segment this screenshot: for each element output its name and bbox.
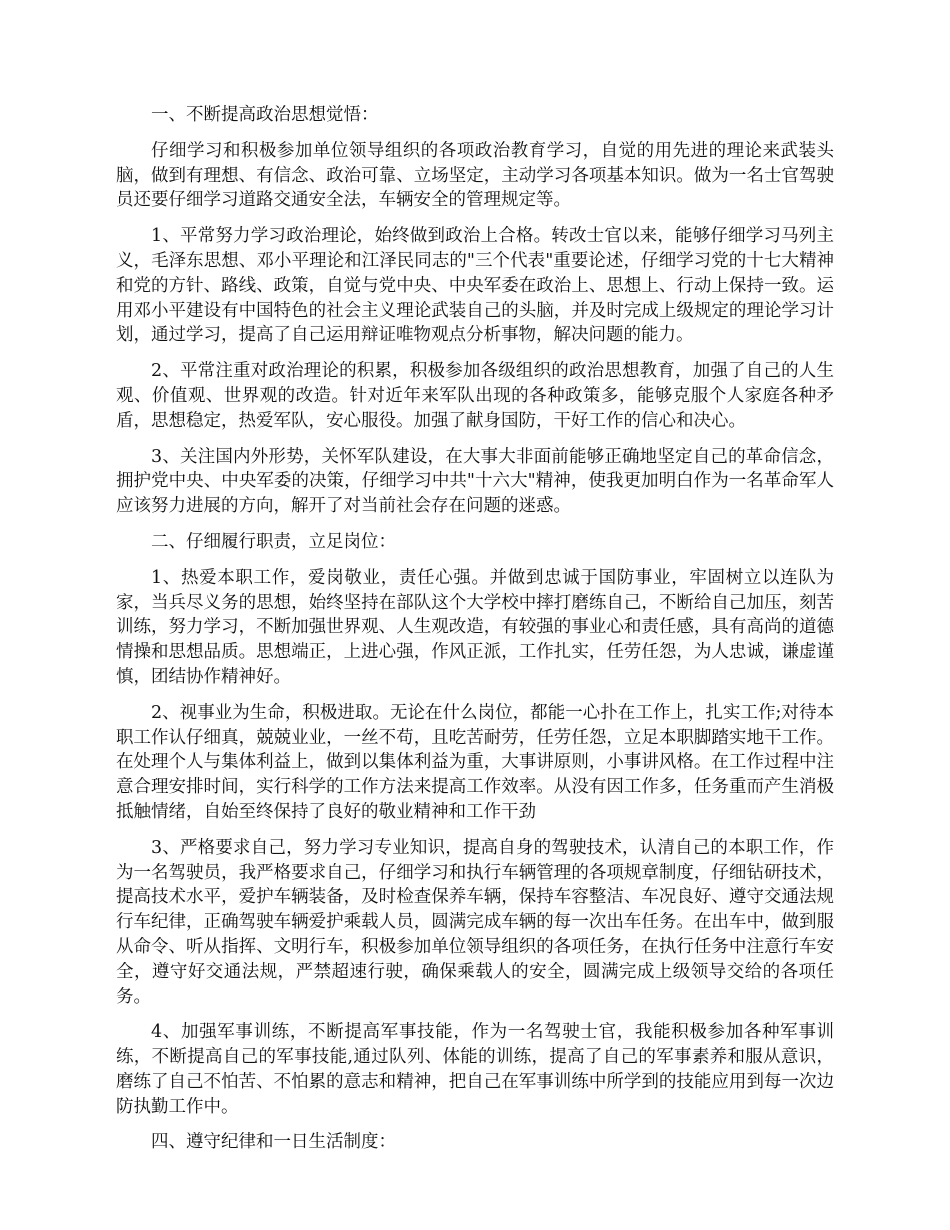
paragraph: 2、平常注重对政治理论的积累，积极参加各级组织的政治思想教育，加强了自己的人生观、价值观、世界观的改造。针对近年来军队出现的各种政策多，能够克服个人家庭各种矛盾，思想稳定，热爱军队，安心服役。加强了献身国防，干好工作的信心和决心。 <box>116 361 834 431</box>
paragraph: 4、加强军事训练，不断提高军事技能，作为一名驾驶士官，我能积极参加各种军事训练，不断提高自己的军事技能,通过队列、体能的训练，提高了自己的军事素养和服从意识，磨练了自己不怕苦、不怕累的意志和精神，把自己在军事训练中所学到的技能应用到每一次边防执勤工作中。 <box>116 1022 834 1117</box>
paragraph: 2、视事业为生命，积极进取。无论在什么岗位，都能一心扑在工作上，扎实工作;对待本职工作认仔细真，兢兢业业，一丝不苟，且吃苦耐劳，任劳任怨，立足本职脚踏实地干工作。在处理个人与集体利益上，做到以集体利益为重，大事讲原则，小事讲风格。在工作过程中注意合理安排时间，实行科学的工作方法来提高工作效率。从没有因工作多，任务重而产生消极抵触情绪，自始至终保持了良好的敬业精神和工作干劲 <box>116 702 834 822</box>
section-heading-4: 四、遵守纪律和一日生活制度： <box>151 1132 396 1153</box>
paragraph: 1、热爱本职工作，爱岗敬业，责任心强。并做到忠诚于国防事业，牢固树立以连队为家，当兵尽义务的思想，始终坚持在部队这个大学校中摔打磨练自己，不断给自己加压，刻苦训练，努力学习，不断加强世界观、人生观改造，有较强的事业心和责任感，具有高尚的道德情操和思想品质。思想端正，上进心强，作风正派，工作扎实，任劳任怨，为人忠诚，谦虚谨慎，团结协作精神好。 <box>116 567 834 687</box>
paragraph: 仔细学习和积极参加单位领导组织的各项政治教育学习，自觉的用先进的理论来武装头脑，做到有理想、有信念、政治可靠、立场坚定，主动学习各项基本知识。做为一名士官驾驶员还要仔细学习道路交通安全法，车辆安全的管理规定等。 <box>116 140 834 211</box>
section-heading-1: 一、不断提高政治思想觉悟： <box>151 105 379 125</box>
paragraph: 3、严格要求自己，努力学习专业知识，提高自身的驾驶技术，认清自己的本职工作，作为一名驾驶员，我严格要求自己，仔细学习和执行车辆管理的各项规章制度，仔细钻研技术，提高技术水平，爱护车辆装备，及时检查保养车辆，保持车容整洁、车况良好、遵守交通法规行车纪律，正确驾驶车辆爱护乘载人员，圆满完成车辆的每一次出车任务。在出车中，做到服从命令、听从指挥、文明行车，积极参加单位领导组织的各项任务，在执行任务中注意行车安全，遵守好交通法规，严禁超速行驶，确保乘载人的安全，圆满完成上级领导交给的各项任务。 <box>116 837 834 1007</box>
paragraph: 1、平常努力学习政治理论，始终做到政治上合格。转改士官以来，能够仔细学习马列主义，毛泽东思想、邓小平理论和江泽民同志的"三个代表"重要论述，仔细学习党的十七大精神和党的方针、路线、政策，自觉与党中央、中央军委在政治上、思想上、行动上保持一致。运用邓小平建设有中国特色的社会主义理论武装自己的头脑，并及时完成上级规定的理论学习计划，通过学习，提高了自己运用辩证唯物观点分析事物，解决问题的能力。 <box>116 226 834 346</box>
document-page <box>116 103 834 1166</box>
section-heading-2: 二、仔细履行职责，立足岗位： <box>151 531 396 552</box>
paragraph: 3、关注国内外形势，关怀军队建设，在大事大非面前能够正确地坚定自己的革命信念，拥护党中央、中央军委的决策，仔细学习中共"十六大"精神，使我更加明白作为一名革命军人应该努力进展的方向，解开了对当前社会存在问题的迷惑。 <box>116 446 834 517</box>
